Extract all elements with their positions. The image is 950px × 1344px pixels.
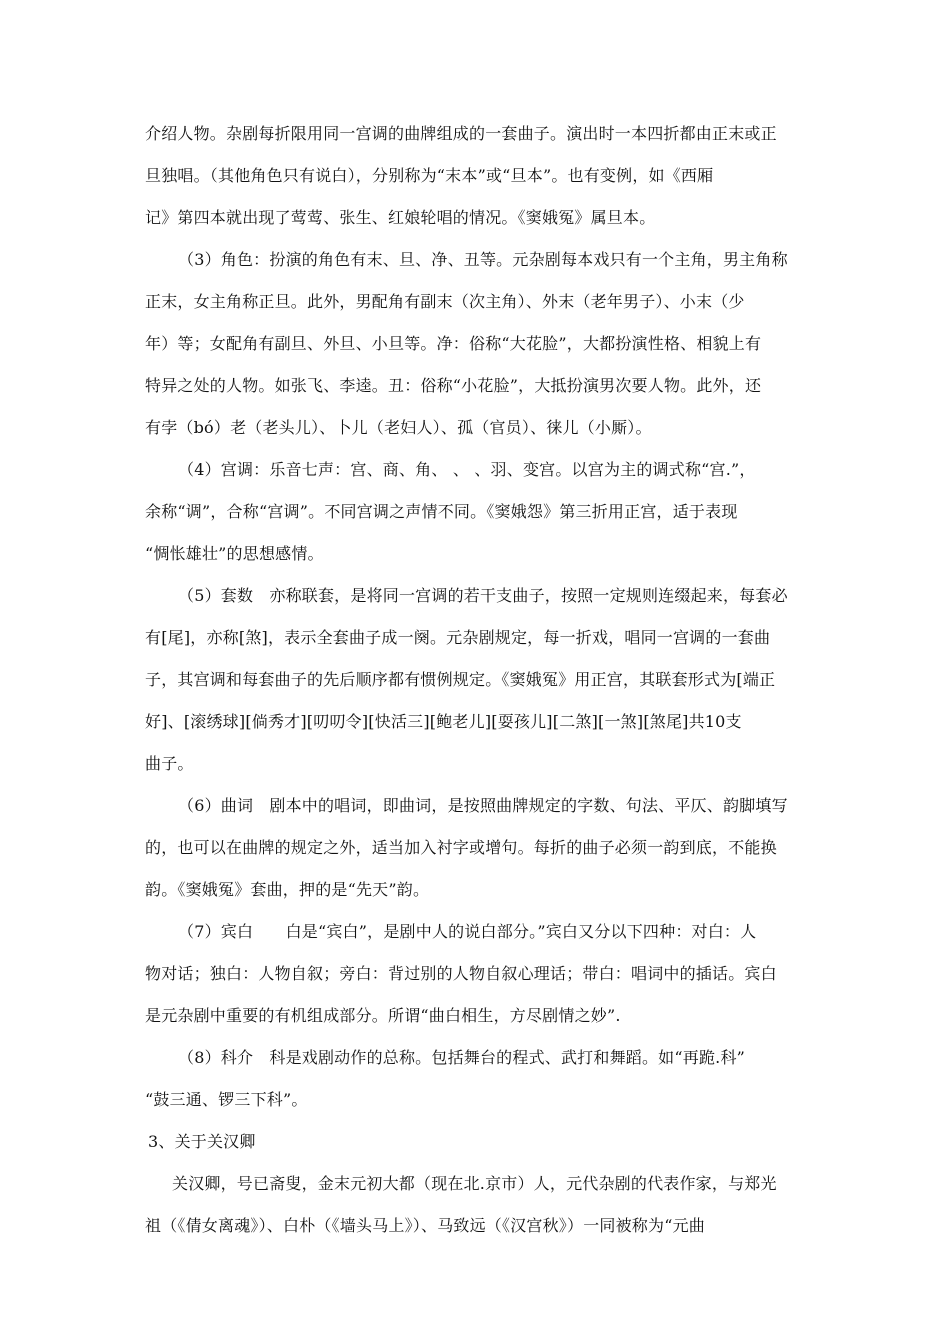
section-3-roles: （3）角色：扮演的角色有末、旦、净、丑等。元杂剧每本戏只有一个主角，男主角称 <box>178 250 788 269</box>
text-line: 记》第四本就出现了莺莺、张生、红娘轮唱的情况。《窦娥冤》属旦本。 <box>145 208 656 227</box>
text-line: 是元杂剧中重要的有机组成部分。所谓“曲白相生，方尽剧情之妙”. <box>145 1006 621 1025</box>
section-8-actions: （8）科介 科是戏剧动作的总称。包括舞台的程式、武打和舞蹈。如“再跪.科” <box>178 1048 746 1067</box>
text-line: “惆怅雄壮”的思想感情。 <box>145 544 324 563</box>
section-5-suites: （5）套数 亦称联套，是将同一宫调的若干支曲子，按照一定规则连缀起来，每套必 <box>178 586 788 605</box>
text-line: 曲子。 <box>145 754 194 773</box>
text-line: 特异之处的人物。如张飞、李逵。丑：俗称“小花脸”，大抵扮演男次要人物。此外，还 <box>145 376 762 395</box>
text-line: “鼓三通、锣三下科”。 <box>145 1090 308 1109</box>
text-line: 祖（《倩女离魂》）、白朴（《墙头马上》）、马致远（《汉宫秋》）一同被称为“元曲 <box>145 1216 705 1235</box>
text-line: 有孛（bó）老（老头儿）、卜儿（老妇人）、孤（官员）、徕儿（小厮）。 <box>145 418 652 437</box>
text-line: 子，其宫调和每套曲子的先后顺序都有惯例规定。《窦娥冤》用正宫，其联套形式为[端正 <box>145 670 776 689</box>
text-line: 年）等；女配角有副旦、外旦、小旦等。净：俗称“大花脸”，大都扮演性格、相貌上有 <box>145 334 762 353</box>
section-heading-guan-hanqing: 3、关于关汉卿 <box>148 1132 256 1151</box>
section-6-lyrics: （6）曲词 剧本中的唱词，即曲词，是按照曲牌规定的字数、句法、平仄、韵脚填写 <box>178 796 788 815</box>
text-line: 关汉卿，号已斋叟，金末元初大都（现在北.京市）人，元代杂剧的代表作家，与郑光 <box>172 1174 777 1193</box>
text-line: 旦独唱。（其他角色只有说白），分别称为“末本”或“旦本”。也有变例，如《西厢 <box>145 166 714 185</box>
text-line: 的，也可以在曲牌的规定之外，适当加入衬字或增句。每折的曲子必须一韵到底，不能换 <box>145 838 777 857</box>
section-4-modes: （4）宫调：乐音七声：宫、商、角、 、 、羽、变宫。以宫为主的调式称“宫.”， <box>178 460 756 479</box>
text-line: 正末，女主角称正旦。此外，男配角有副末（次主角）、外末（老年男子）、小末（少 <box>145 292 745 311</box>
section-7-dialogue: （7）宾白 白是“宾白”，是剧中人的说白部分。”宾白又分以下四种：对白：人 <box>178 922 757 941</box>
text-line: 有[尾]，亦称[煞]，表示全套曲子成一阕。元杂剧规定，每一折戏，唱同一宫调的一套曲 <box>145 628 771 647</box>
text-line: 韵。《窦娥冤》套曲，押的是“先天”韵。 <box>145 880 430 899</box>
text-line: 介绍人物。杂剧每折限用同一宫调的曲牌组成的一套曲子。演出时一本四折都由正末或正 <box>145 124 777 143</box>
text-line: 好]、[滚绣球][倘秀才][叨叨令][快活三][鲍老儿][耍孩儿][二煞][一煞][煞尾]共10支 <box>145 712 742 731</box>
text-line: 余称“调”，合称“宫调”。不同宫调之声情不同。《窦娥怨》第三折用正宫，适于表现 <box>145 502 738 521</box>
text-line: 物对话；独白：人物自叙；旁白：背过别的人物自叙心理话；带白：唱词中的插话。宾白 <box>145 964 777 983</box>
